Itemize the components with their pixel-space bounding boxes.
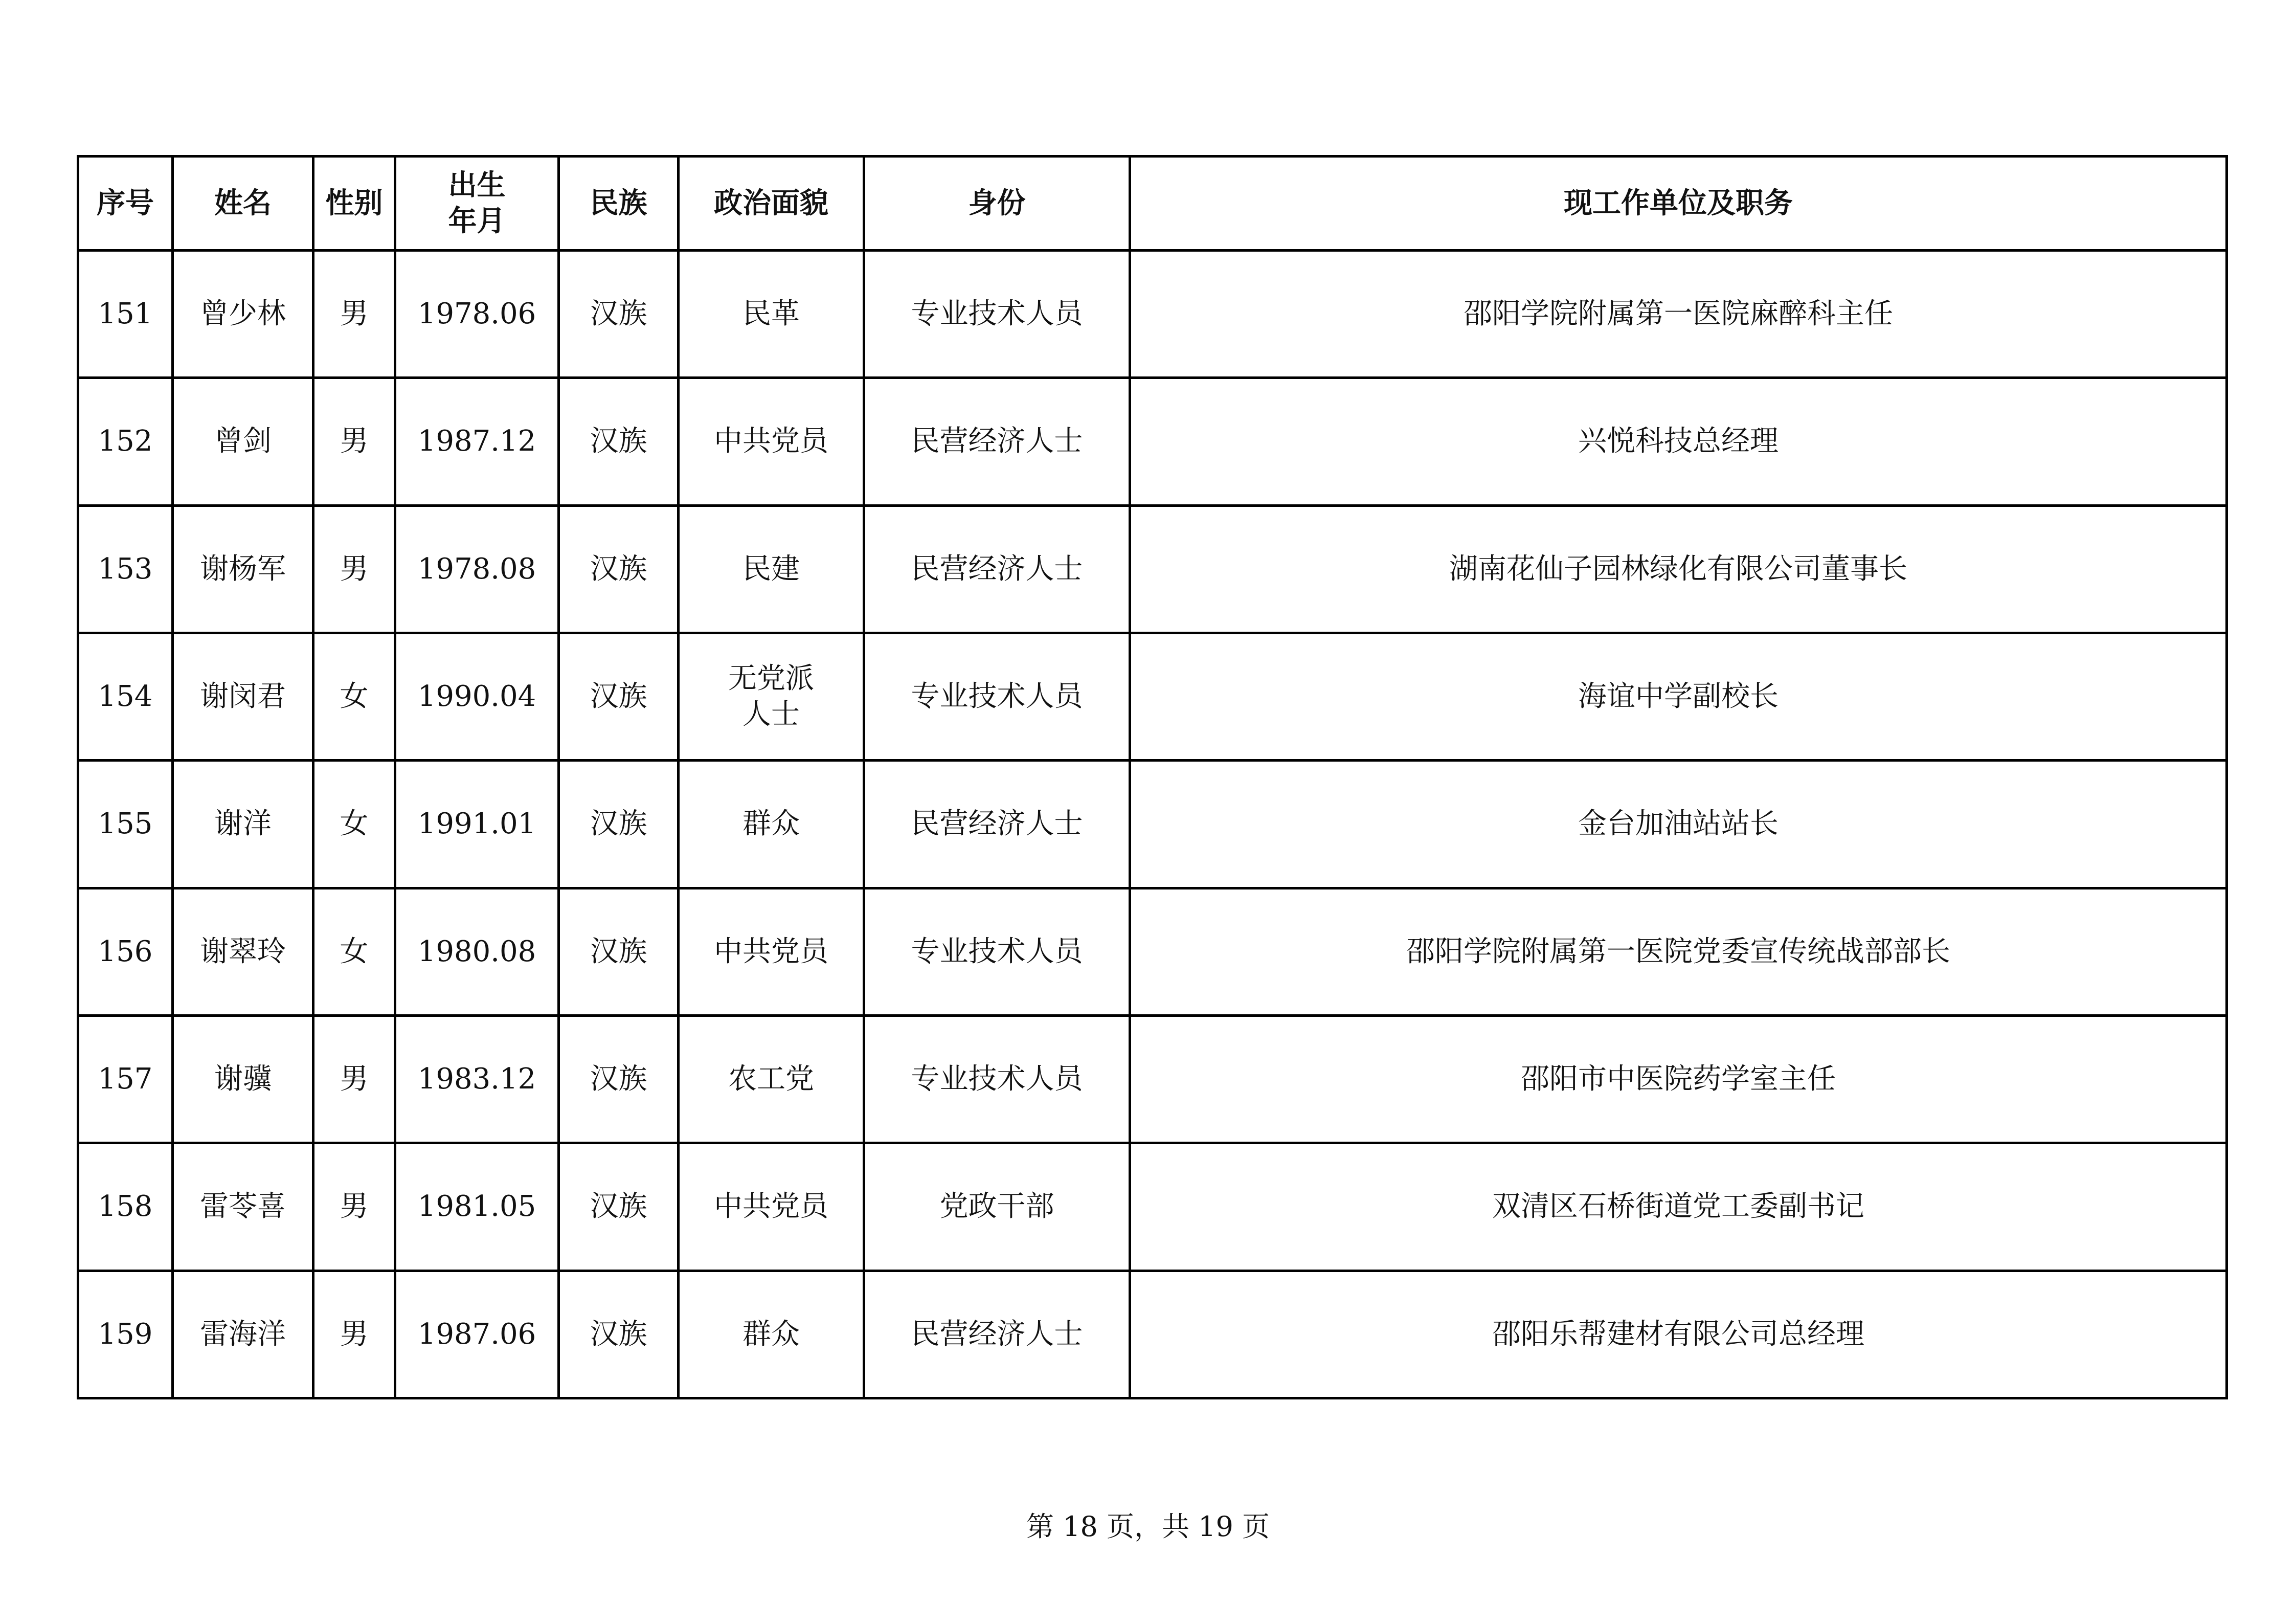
cell-birth: 1987.06 [395, 1271, 559, 1398]
cell-index: 158 [78, 1143, 173, 1271]
page-footer [0, 1509, 2296, 1545]
cell-position: 邵阳学院附属第一医院党委宣传统战部部长 [1130, 888, 2227, 1015]
cell-gender: 女 [313, 888, 395, 1015]
cell-birth: 1978.08 [395, 505, 559, 633]
cell-name: 谢洋 [173, 761, 313, 888]
cell-political-line1: 群众 [742, 1317, 800, 1351]
cell-gender: 男 [313, 378, 395, 505]
cell-name: 雷苓喜 [173, 1143, 313, 1271]
cell-gender: 男 [313, 1271, 395, 1398]
cell-gender: 男 [313, 505, 395, 633]
table-row [78, 888, 2227, 1015]
table-row [78, 761, 2227, 888]
header-birth-line1: 出生 [448, 168, 506, 202]
cell-ethnicity: 汉族 [559, 1271, 679, 1398]
cell-ethnicity: 汉族 [559, 633, 679, 760]
cell-political [679, 505, 864, 633]
cell-index: 153 [78, 505, 173, 633]
cell-political-line1: 中共党员 [714, 1190, 828, 1223]
cell-gender: 男 [313, 1015, 395, 1143]
cell-gender: 女 [313, 633, 395, 760]
cell-identity: 民营经济人士 [864, 761, 1130, 888]
header-birth-line2: 年月 [448, 204, 506, 238]
cell-political [679, 1143, 864, 1271]
cell-birth: 1983.12 [395, 1015, 559, 1143]
cell-index: 154 [78, 633, 173, 760]
header-identity: 身份 [864, 157, 1130, 251]
cell-position: 双清区石桥街道党工委副书记 [1130, 1143, 2227, 1271]
cell-political [679, 1271, 864, 1398]
table-row [78, 1271, 2227, 1398]
cell-gender: 男 [313, 251, 395, 378]
table-row [78, 1143, 2227, 1271]
cell-identity: 民营经济人士 [864, 505, 1130, 633]
table-row [78, 505, 2227, 633]
cell-name: 曾剑 [173, 378, 313, 505]
header-name: 姓名 [173, 157, 313, 251]
cell-political-line1: 民革 [742, 297, 800, 331]
cell-index: 151 [78, 251, 173, 378]
cell-identity: 专业技术人员 [864, 1015, 1130, 1143]
cell-birth: 1991.01 [395, 761, 559, 888]
cell-political [679, 1015, 864, 1143]
cell-political-line1: 中共党员 [714, 425, 828, 458]
header-political: 政治面貌 [679, 157, 864, 251]
cell-position: 邵阳乐帮建材有限公司总经理 [1130, 1271, 2227, 1398]
cell-index: 155 [78, 761, 173, 888]
cell-political-line1: 农工党 [728, 1062, 814, 1096]
cell-position: 兴悦科技总经理 [1130, 378, 2227, 505]
cell-political-line1: 民建 [742, 552, 800, 586]
cell-identity: 专业技术人员 [864, 251, 1130, 378]
cell-birth: 1990.04 [395, 633, 559, 760]
cell-political [679, 761, 864, 888]
cell-name: 谢翠玲 [173, 888, 313, 1015]
cell-political-line2: 人士 [742, 698, 800, 731]
cell-ethnicity: 汉族 [559, 761, 679, 888]
cell-identity: 党政干部 [864, 1143, 1130, 1271]
page-number: 第 18 页，共 19 页 [1026, 1510, 1270, 1543]
cell-position: 湖南花仙子园林绿化有限公司董事长 [1130, 505, 2227, 633]
table-row [78, 1015, 2227, 1143]
cell-ethnicity: 汉族 [559, 1143, 679, 1271]
cell-index: 156 [78, 888, 173, 1015]
header-ethnicity: 民族 [559, 157, 679, 251]
cell-political-line1: 中共党员 [714, 935, 828, 968]
cell-ethnicity: 汉族 [559, 505, 679, 633]
cell-name: 谢骥 [173, 1015, 313, 1143]
header-gender: 性别 [313, 157, 395, 251]
cell-political [679, 378, 864, 505]
cell-gender: 女 [313, 761, 395, 888]
cell-identity: 专业技术人员 [864, 888, 1130, 1015]
cell-name: 谢闵君 [173, 633, 313, 760]
cell-ethnicity: 汉族 [559, 251, 679, 378]
header-position: 现工作单位及职务 [1130, 157, 2227, 251]
table-row [78, 633, 2227, 760]
cell-position: 邵阳市中医院药学室主任 [1130, 1015, 2227, 1143]
header-index: 序号 [78, 157, 173, 251]
table-row [78, 251, 2227, 378]
cell-index: 159 [78, 1271, 173, 1398]
cell-ethnicity: 汉族 [559, 378, 679, 505]
cell-ethnicity: 汉族 [559, 1015, 679, 1143]
cell-birth: 1978.06 [395, 251, 559, 378]
cell-political [679, 633, 864, 760]
cell-name: 谢杨军 [173, 505, 313, 633]
cell-political [679, 888, 864, 1015]
cell-position: 海谊中学副校长 [1130, 633, 2227, 760]
cell-birth: 1981.05 [395, 1143, 559, 1271]
cell-index: 157 [78, 1015, 173, 1143]
cell-index: 152 [78, 378, 173, 505]
cell-position: 金台加油站站长 [1130, 761, 2227, 888]
cell-gender: 男 [313, 1143, 395, 1271]
cell-name: 雷海洋 [173, 1271, 313, 1398]
cell-political-line1: 无党派 [728, 662, 814, 696]
cell-birth: 1980.08 [395, 888, 559, 1015]
table-header-row [78, 157, 2227, 251]
cell-name: 曾少林 [173, 251, 313, 378]
table-body [78, 251, 2227, 1398]
table-row [78, 378, 2227, 505]
cell-political [679, 251, 864, 378]
header-birth [395, 157, 559, 251]
cell-identity: 民营经济人士 [864, 378, 1130, 505]
cell-political-line1: 群众 [742, 807, 800, 841]
cell-ethnicity: 汉族 [559, 888, 679, 1015]
cell-identity: 专业技术人员 [864, 633, 1130, 760]
cell-identity: 民营经济人士 [864, 1271, 1130, 1398]
cell-birth: 1987.12 [395, 378, 559, 505]
roster-table [77, 155, 2228, 1399]
cell-position: 邵阳学院附属第一医院麻醉科主任 [1130, 251, 2227, 378]
